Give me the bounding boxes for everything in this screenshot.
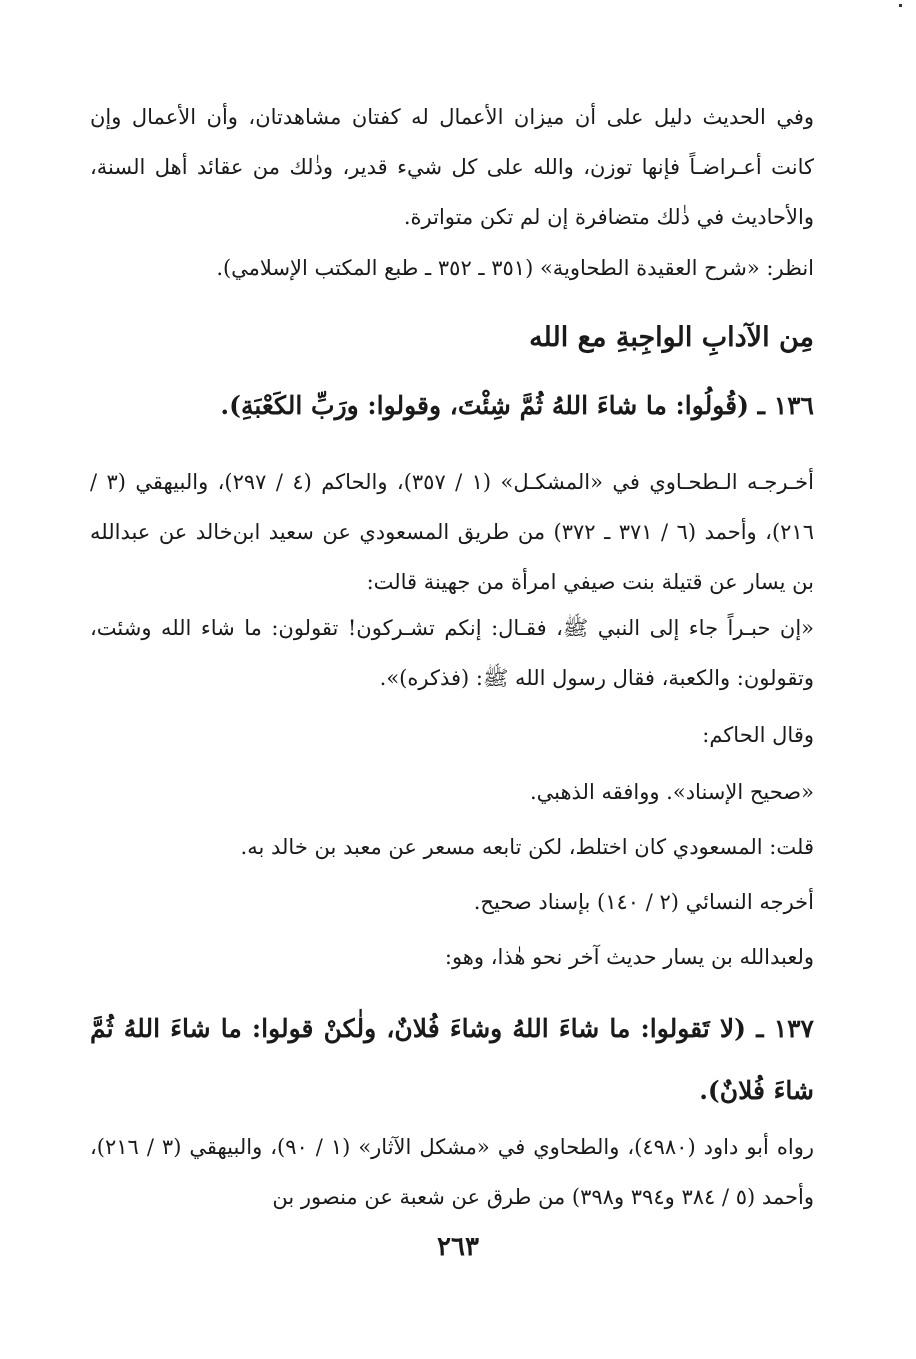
paragraph-takhrij-137: رواه أبو داود (٤٩٨٠)، والطحاوي في «مشكل الآثار» (١ / ٩٠)، والبيهقي (٣ / ٢١٦)، وأحمد (٥ / ٣٨٤ و٣٩٤ و٣٩٨) من طرق عن شعبة عن منصور بن — [90, 1135, 814, 1209]
paragraph-qultu: قلت: المسعودي كان اختلط، لكن تابعه مسعر عن معبد بن خالد به. — [240, 835, 814, 859]
paragraph-hadith-text: «إن حبـراً جاء إلى النبي ﷺ، فقـال: إنكم تشـركون! تقولون: ما شاء الله وشئت، وتقولون: والكعبة، فقال رسول الله ﷺ: (فذكره)». — [90, 616, 814, 690]
paragraph-another-hadith: ولعبدالله بن يسار حديث آخر نحو هٰذا، وهو: — [444, 945, 814, 969]
paragraph-hakim: وقال الحاكم: — [702, 723, 814, 747]
paragraph-mizan: وفي الحديث دليل على أن ميزان الأعمال له كفتان مشاهدتان، وأن الأعمال وإن كانت أعـراضـاً فإنها توزن، والله على كل شيء قدير، وذٰلك من عقائد أهل السنة، والأحاديث في ذٰلك متضافرة إن لم تكن متواترة. — [90, 105, 814, 229]
paragraph-sahih-isnad: «صحيح الإسناد». ووافقه الذهبي. — [529, 780, 814, 804]
paragraph-takhrij-136: أخـرجـه الـطحـاوي في «المشكـل» (١ / ٣٥٧)، والحاكم (٤ / ٢٩٧)، والبيهقي (٣ / ٢١٦)، وأحمد (٦ / ٣٧١ ـ ٣٧٢) من طريق المسعودي عن سعيد ابن‌خالد عن عبدالله بن يسار عن قتيلة بنت صيفي امرأة من جهينة قالت: — [90, 470, 814, 594]
corner-mark — [899, 4, 902, 7]
hadith-136-heading: ١٣٦ ـ (قُولُوا: ما شاءَ اللهُ ثُمَّ شِئْتَ، وقولوا: ورَبِّ الكَعْبَةِ). — [220, 391, 814, 420]
page-number: ٢٦٣ — [437, 1232, 479, 1262]
hadith-137-heading: ١٣٧ ـ (لا تَقولوا: ما شاءَ اللهُ وشاءَ فُلانٌ، ولٰكنْ قولوا: ما شاءَ اللهُ ثُمَّ شاءَ فُلانٌ). — [90, 1014, 814, 1105]
paragraph-reference: انظر: «شرح العقيدة الطحاوية» (٣٥١ ـ ٣٥٢ ـ طبع المكتب الإسلامي). — [216, 256, 814, 280]
section-heading: مِن الآدابِ الواجِبةِ مع الله — [529, 322, 814, 353]
paragraph-nasai: أخرجه النسائي (٢ / ١٤٠) بإسناد صحيح. — [473, 890, 814, 914]
